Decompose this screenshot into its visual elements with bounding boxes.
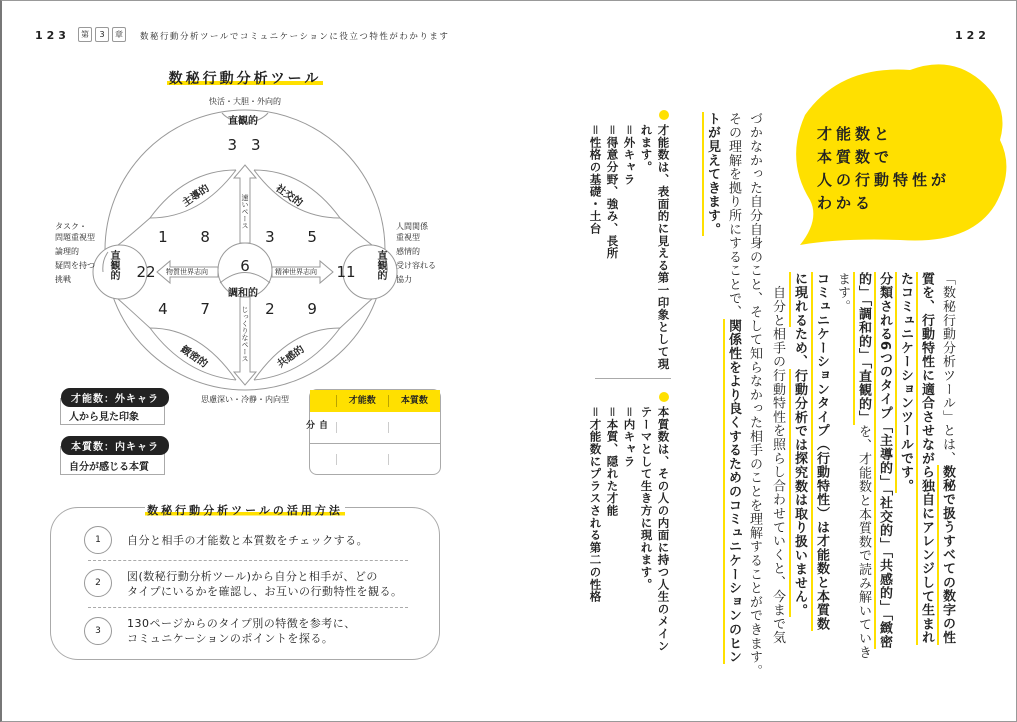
step-line: コミュニケーションのポイントを探る。 (127, 632, 334, 645)
step-line: 図(数秘行動分析ツール)から自分と相手が、どの (127, 570, 378, 583)
howto-title: 数秘行動分析ツールの活用方法 (147, 504, 343, 517)
bubble-title (817, 123, 950, 215)
table-cell (310, 444, 336, 475)
body-text-segment: を、才能数と本質数で読み解いていき (856, 424, 871, 660)
bullet-line: ＝性格の基礎・土台 (588, 124, 603, 235)
step-text (127, 533, 368, 548)
body-column (920, 272, 933, 645)
body-text-segment: 分類される6つのタイプ「主導的」「社交的」「共感的」「緻密 (874, 272, 892, 649)
top-label: 快活・大胆・外向的 (209, 97, 281, 106)
step-line: 130ページからのタイプ別の特徴を参考に、 (127, 617, 356, 630)
left-trait: 問題重視型 (55, 233, 95, 242)
body-text-segment: ため、 (792, 327, 807, 369)
chapter-box-prefix: 第 (78, 27, 92, 42)
bubble-title-line: 人の行動特性が (817, 171, 951, 189)
bubble-title-line: わかる (817, 194, 875, 212)
table-header (310, 390, 336, 412)
right-trait: 協力 (396, 275, 412, 284)
type-empathetic: 共感的 (275, 344, 307, 371)
body-text-segment: その理解を拠り所にすることで、 (726, 112, 741, 319)
number-1-8: 1 8 (158, 228, 224, 246)
bullet-dot (659, 392, 669, 402)
talent-tag-body: 人から見た印象 (60, 398, 165, 425)
step-number: 3 (84, 617, 112, 645)
body-text-segment: たコミュニケーションツールです。 (895, 272, 913, 493)
body-text-segment: 行動分析では探究数は取り扱いません。 (789, 369, 807, 617)
running-title: 数秘行動分析ツールでコミュニケーションに役立つ特性がわかります (140, 32, 450, 42)
number-33: 33 (227, 136, 275, 154)
bullet-line: 才能数は、表面的に見える第一印象として現 (656, 124, 671, 370)
number-4-7: 4 7 (158, 300, 224, 318)
body-column (878, 272, 891, 649)
left-traits (55, 222, 95, 287)
body-column (793, 272, 806, 617)
table-header: 本質数 (388, 395, 440, 407)
body-column (941, 272, 954, 645)
bullet-line: ＝才能数にプラスされる第二の性格 (588, 406, 603, 603)
right-traits (396, 222, 436, 287)
body-text-segment: 数秘で扱うすべての数字の性 (937, 465, 955, 644)
page-number-right: 122 (955, 29, 990, 42)
bubble-title-line: 本質数で (817, 148, 894, 166)
type-left-intuitive: 直観的 (108, 250, 119, 280)
table-cell: 自分 (304, 420, 327, 429)
type-right-intuitive: 直観的 (375, 250, 386, 280)
type-meticulous: 緻密的 (178, 344, 210, 371)
arrow-down-label: じっくりなペース (241, 306, 249, 362)
type-top-intuitive: 直観的 (228, 116, 258, 127)
bullet-line: テーマとして生き方に現れます。 (639, 406, 654, 591)
body-text-segment: に現れる (789, 272, 807, 327)
type-leading: 主導的 (180, 183, 212, 210)
divider (88, 607, 408, 608)
bullet-line: ＝外キャラ (622, 124, 637, 186)
body-text-segment: 関係性をより良くするためのコミュニケーションのヒン (723, 319, 741, 664)
left-trait: 疑問を持つ (55, 261, 95, 270)
left-trait: タスク・ (55, 222, 87, 231)
body-text-segment: 自分と相手の行動特性を照らし合わせていくと、今まで気 (770, 272, 785, 645)
body-column (748, 112, 761, 678)
body-text-segment: 「数秘行動分析ツール」とは、 (940, 272, 955, 466)
body-column (727, 112, 740, 664)
step-line: タイプにいるかを確認し、お互いの行動特性を観る。 (127, 585, 403, 598)
step-text (127, 569, 402, 599)
body-column (815, 272, 828, 631)
body-column (857, 272, 870, 659)
table-cell[interactable] (336, 454, 388, 465)
table-header: 才能数 (336, 395, 388, 407)
step-number: 2 (84, 569, 112, 597)
type-social: 社交的 (273, 183, 305, 210)
bottom-label: 思慮深い・冷静・内向型 (201, 395, 289, 404)
bullet-line: ＝得意分野、強み、長所 (605, 124, 620, 260)
essence-tag-head: 本質数：内キャラ (61, 436, 169, 455)
bullet-dot (659, 110, 669, 120)
number-6: 6 (240, 257, 250, 275)
number-table (304, 389, 441, 475)
body-text-segment: 質を、行動特性に適合させながら独自にアレンジして生まれ (916, 272, 934, 645)
diagram-title: 数秘行動分析ツール (168, 71, 322, 87)
arrow-right-label: 精神世界志向 (275, 268, 317, 276)
right-trait: 感情的 (396, 247, 420, 256)
table-cell[interactable] (388, 422, 440, 433)
body-column (899, 272, 912, 493)
right-trait: 受け容れる (396, 261, 436, 270)
body-text-segment: コミュニケーションタイプ（行動特性）は才能数と本質数 (811, 272, 829, 631)
left-trait: 論理的 (55, 247, 79, 256)
body-text-segment: 的」「調和的」「直観的」 (853, 272, 871, 425)
arrow-up-label: 速いペース (241, 194, 249, 229)
table-row (310, 444, 440, 475)
number-11: 11 (336, 263, 356, 281)
table-cell[interactable] (388, 454, 440, 465)
talent-tag-head: 才能数：外キャラ (61, 388, 169, 407)
bullet-line: 本質数は、その人の内面に持つ人生のメイン (656, 406, 671, 652)
number-3-5: 3 5 (265, 228, 331, 246)
bullet-line: ＝内キャラ (622, 406, 637, 468)
bubble-title-line: 才能数と (817, 125, 894, 143)
bullet-divider (595, 378, 671, 379)
divider (88, 560, 408, 561)
chapter-box-number: 3 (95, 27, 109, 42)
chapter-box-suffix: 章 (112, 27, 126, 42)
left-trait: 挑戦 (55, 275, 71, 284)
body-text-segment: トが見えてきます。 (702, 112, 720, 236)
arrow-left-label: 物質世界志向 (166, 268, 208, 276)
right-trait: 重視型 (396, 233, 420, 242)
bullet-line: ＝本質、隠れた才能 (605, 406, 620, 517)
essence-tag-body: 自分が感じる本質 (60, 446, 165, 475)
step-text (127, 616, 356, 646)
bullet-line: れます。 (639, 124, 654, 174)
table-row (304, 412, 440, 444)
body-column (771, 272, 784, 645)
number-2-9: 2 9 (265, 300, 331, 318)
step-number: 1 (84, 526, 112, 554)
type-center-harmonious: 調和的 (228, 288, 258, 299)
page-number-left: 123 (35, 29, 70, 42)
number-22: 22 (136, 263, 156, 281)
right-trait: 人間関係 (396, 222, 428, 231)
body-column (836, 272, 849, 313)
body-text-segment: ます。 (835, 272, 850, 314)
body-text-segment: づかなかった自分自身のこと、そして知らなかった相手のことを理解することができます。 (747, 112, 762, 678)
body-column (706, 112, 719, 236)
step-line: 自分と相手の才能数と本質数をチェックする。 (127, 534, 369, 547)
table-cell[interactable] (336, 422, 388, 433)
